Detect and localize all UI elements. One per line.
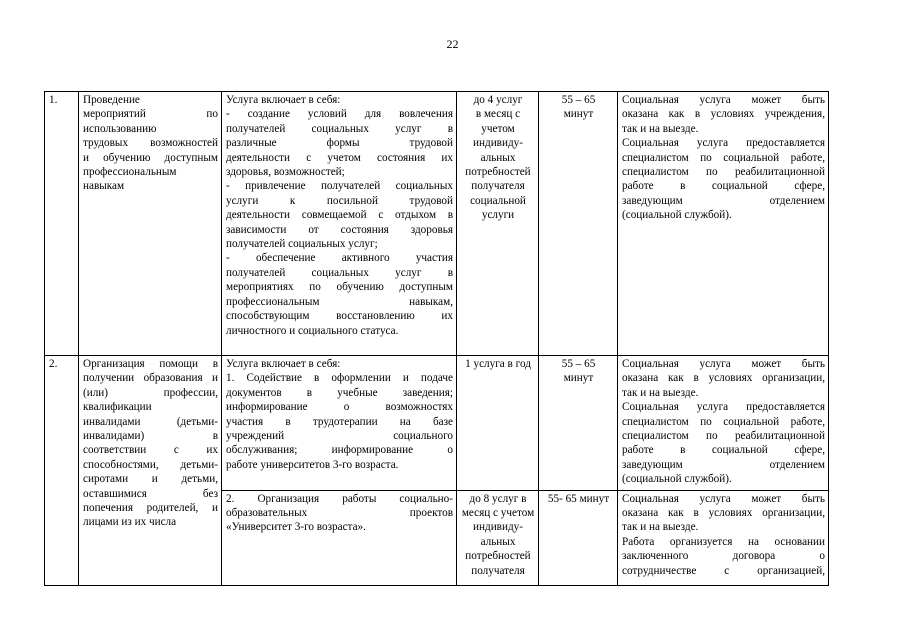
text-line: мероприятиях по обучению доступным bbox=[226, 281, 453, 294]
table-row bbox=[45, 356, 829, 491]
text-line: (социальной службой). bbox=[622, 473, 732, 486]
text-line: соответствии с их bbox=[83, 444, 218, 457]
text-line: так и на выезде. bbox=[622, 521, 699, 534]
service-time-cell bbox=[539, 92, 618, 356]
text-line: получателя bbox=[471, 564, 525, 577]
text-line: Работа организуется на основании bbox=[622, 535, 825, 548]
text-line: индивиду- bbox=[473, 521, 523, 534]
text-line: сотрудничестве с организацией, bbox=[622, 564, 825, 577]
text-line: зависимости от состояния здоровья bbox=[226, 223, 453, 236]
service-description-cell bbox=[222, 92, 457, 356]
row-number-cell bbox=[45, 356, 79, 586]
text-line: услуги bbox=[481, 209, 515, 222]
text-line: и обучению доступным bbox=[83, 151, 218, 164]
text-line: (социальной службой). bbox=[622, 209, 732, 222]
text-line: деятельности с учетом состояния их bbox=[226, 151, 453, 164]
text-line: специалистом по реабилитационной bbox=[622, 166, 825, 179]
text-line: получателей социальных услуг в bbox=[226, 122, 453, 135]
text-line: 55 – 65 bbox=[561, 94, 596, 106]
text-line: участия в трудотерапии на базе bbox=[226, 415, 453, 428]
text-line: информирование о возможностях bbox=[226, 401, 453, 414]
text-line: квалификации bbox=[83, 401, 152, 414]
row-number: 1. bbox=[49, 94, 58, 106]
text-line: заведующим отделением bbox=[622, 194, 825, 207]
text-line: работе в социальной сфере, bbox=[622, 180, 825, 193]
text-line: до 4 услуг bbox=[473, 94, 523, 106]
text-line: получении образования и bbox=[83, 372, 218, 385]
text-line: - создание условий для вовлечения bbox=[226, 108, 453, 121]
service-volume-cell bbox=[457, 92, 539, 356]
text-line: профессиональным bbox=[83, 166, 177, 179]
text-line: способствующим восстановлению их bbox=[226, 310, 453, 323]
text-line: так и на выезде. bbox=[622, 122, 699, 135]
text-line: потребностей bbox=[465, 550, 531, 563]
service-description-cell bbox=[222, 356, 457, 491]
text-line: 55- 65 минут bbox=[547, 492, 610, 505]
text-line: получателей социальных услуг; bbox=[226, 238, 378, 251]
text-line: мероприятий по bbox=[83, 108, 218, 121]
text-line: лицами из их числа bbox=[83, 516, 177, 529]
text-line: учетом bbox=[481, 122, 515, 135]
text-line: 55 – 65 bbox=[561, 358, 596, 370]
text-line: заведующим отделением bbox=[622, 458, 825, 471]
text-line: использованию bbox=[83, 122, 157, 135]
text-line: Социальная услуга может быть bbox=[622, 492, 825, 505]
text-line: попечения родителей, и bbox=[83, 502, 218, 515]
service-title-cell bbox=[79, 356, 222, 586]
text-line: трудовых возможностей bbox=[83, 137, 218, 150]
service-title-cell bbox=[79, 92, 222, 356]
text-line: заключенного договора о bbox=[622, 550, 825, 563]
text-line: до 8 услуг в bbox=[469, 492, 527, 505]
text-line: 1 услуга в год bbox=[465, 358, 531, 370]
text-line: оказана как в условиях учреждения, bbox=[622, 108, 825, 121]
text-line: альных bbox=[480, 151, 516, 164]
text-line: потребностей bbox=[465, 166, 531, 179]
text-line: навыкам bbox=[83, 180, 125, 193]
text-line: получателя bbox=[471, 180, 525, 193]
service-description-cell bbox=[222, 490, 457, 585]
service-notes-cell bbox=[618, 490, 829, 585]
text-line: Социальная услуга предоставляется bbox=[622, 401, 825, 414]
text-line: работе университетов 3-го возраста. bbox=[226, 458, 399, 471]
text-line: Социальная услуга может быть bbox=[622, 358, 825, 370]
text-line: образовательных проектов bbox=[226, 507, 453, 520]
text-line: - обеспечение активного участия bbox=[226, 252, 453, 265]
text-line: специалистом по реабилитационной bbox=[622, 430, 825, 443]
text-line: учреждений социального bbox=[226, 430, 453, 443]
service-notes-cell bbox=[618, 356, 829, 491]
text-line: оставшимися без bbox=[83, 487, 218, 500]
text-line: специалистом по социальной работе, bbox=[622, 415, 825, 428]
services-table bbox=[44, 91, 829, 586]
text-line: инвалидами (детьми- bbox=[83, 415, 218, 428]
text-line: индивиду- bbox=[473, 137, 523, 150]
text-line: минут bbox=[563, 372, 594, 385]
text-line: Организация помощи в bbox=[83, 358, 218, 370]
service-time-cell bbox=[539, 490, 618, 585]
service-notes-cell bbox=[618, 92, 829, 356]
text-line: месяц с учетом bbox=[461, 507, 535, 520]
text-line: в месяц с bbox=[475, 108, 521, 121]
text-line: различные формы трудовой bbox=[226, 137, 453, 150]
service-volume-cell bbox=[457, 490, 539, 585]
text-line: документов в учебные заведения; bbox=[226, 386, 453, 399]
text-line: Проведение bbox=[83, 94, 140, 106]
text-line: Услуга включает в себя: bbox=[226, 94, 341, 106]
table-row bbox=[45, 92, 829, 356]
text-line: здоровья, возможностей; bbox=[226, 166, 345, 179]
text-line: деятельности совмещаемой с отдыхом в bbox=[226, 209, 453, 222]
service-time-cell bbox=[539, 356, 618, 491]
service-volume-cell bbox=[457, 356, 539, 491]
text-line: сиротами и детьми, bbox=[83, 473, 218, 486]
text-line: личностного и социального статуса. bbox=[226, 324, 399, 337]
text-line: оказана как в условиях организации, bbox=[622, 507, 825, 520]
text-line: Услуга включает в себя: bbox=[226, 358, 341, 370]
text-line: услуги к посильной трудовой bbox=[226, 194, 453, 207]
text-line: получателей социальных услуг в bbox=[226, 266, 453, 279]
text-line: работе в социальной сфере, bbox=[622, 444, 825, 457]
text-line: профессиональным навыкам, bbox=[226, 295, 453, 308]
text-line: альных bbox=[480, 535, 516, 548]
row-number-cell bbox=[45, 92, 79, 356]
text-line: способностями, детьми- bbox=[83, 458, 218, 471]
text-line: Социальная услуга предоставляется bbox=[622, 137, 825, 150]
text-line: обслуживания; информирование о bbox=[226, 444, 453, 457]
text-line: оказана как в условиях организации, bbox=[622, 372, 825, 385]
row-number: 2. bbox=[49, 358, 58, 370]
text-line: минут bbox=[563, 108, 594, 121]
text-line: 1. Содействие в оформлении и подаче bbox=[226, 372, 453, 385]
text-line: Социальная услуга может быть bbox=[622, 94, 825, 106]
text-line: так и на выезде. bbox=[622, 386, 699, 399]
page-number: 22 bbox=[446, 37, 459, 51]
text-line: «Университет 3-го возраста». bbox=[226, 521, 366, 534]
text-line: специалистом по социальной работе, bbox=[622, 151, 825, 164]
text-line: инвалидами) в bbox=[83, 430, 218, 443]
text-line: 2. Организация работы социально- bbox=[226, 492, 453, 505]
text-line: социальной bbox=[470, 194, 526, 207]
text-line: (или) профессии, bbox=[83, 386, 218, 399]
text-line: - привлечение получателей социальных bbox=[226, 180, 453, 193]
